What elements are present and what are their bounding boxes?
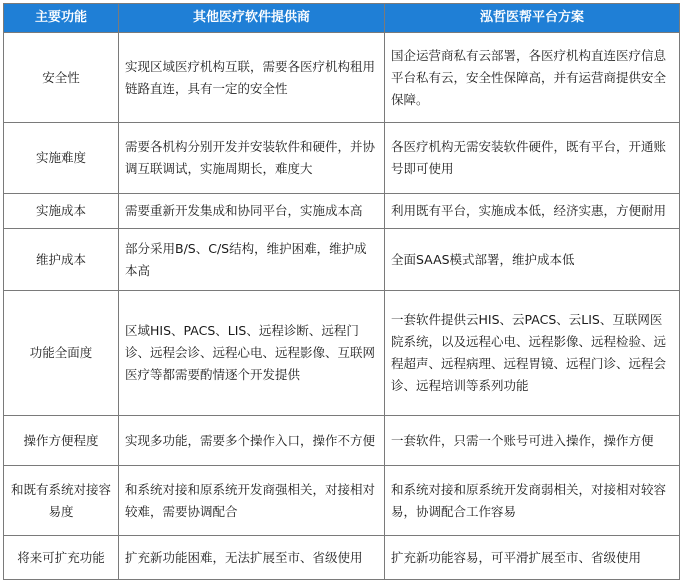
ours-cell: 利用既有平台，实施成本低，经济实惠，方便耐用 (385, 194, 680, 229)
other-cell: 需要重新开发集成和协同平台，实施成本高 (119, 194, 385, 229)
table-row (4, 466, 680, 536)
other-cell: 实现区域医疗机构互联，需要各医疗机构租用链路直连，具有一定的安全性 (119, 33, 385, 123)
comparison-table (3, 3, 680, 580)
ours-cell: 和系统对接和原系统开发商弱相关，对接相对较容易，协调配合工作容易 (385, 466, 680, 536)
feature-cell: 功能全面度 (4, 291, 119, 416)
table-row (4, 416, 680, 466)
other-cell: 扩充新功能困难，无法扩展至市、省级使用 (119, 536, 385, 580)
header-feature: 主要功能 (4, 4, 119, 33)
ours-cell: 国企运营商私有云部署，各医疗机构直连医疗信息平台私有云，安全性保障高，并有运营商提供安全保障。 (385, 33, 680, 123)
ours-cell: 扩充新功能容易，可平滑扩展至市、省级使用 (385, 536, 680, 580)
header-row (4, 4, 680, 33)
other-cell: 实现多功能，需要多个操作入口，操作不方便 (119, 416, 385, 466)
ours-cell: 各医疗机构无需安装软件硬件，既有平台，开通账号即可使用 (385, 123, 680, 194)
ours-cell: 一套软件，只需一个账号可进入操作，操作方便 (385, 416, 680, 466)
other-cell: 部分采用B/S、C/S结构，维护困难，维护成本高 (119, 229, 385, 291)
header-hongzhe-solution: 泓哲医帮平台方案 (385, 4, 680, 33)
ours-cell: 全面SAAS模式部署，维护成本低 (385, 229, 680, 291)
other-cell: 区域HIS、PACS、LIS、远程诊断、远程门诊、远程会诊、远程心电、远程影像、互联网医疗等都需要酌情逐个开发提供 (119, 291, 385, 416)
table-row (4, 123, 680, 194)
feature-cell: 操作方便程度 (4, 416, 119, 466)
ours-cell: 一套软件提供云HIS、云PACS、云LIS、互联网医院系统，以及远程心电、远程影像、远程检验、远程超声、远程病理、远程胃镜、远程门诊、远程会诊、远程培训等系列功能 (385, 291, 680, 416)
table-row (4, 229, 680, 291)
table-row (4, 194, 680, 229)
feature-cell: 安全性 (4, 33, 119, 123)
feature-cell: 维护成本 (4, 229, 119, 291)
header-other-providers: 其他医疗软件提供商 (119, 4, 385, 33)
feature-cell: 实施难度 (4, 123, 119, 194)
other-cell: 需要各机构分别开发并安装软件和硬件，并协调互联调试，实施周期长，难度大 (119, 123, 385, 194)
feature-cell: 实施成本 (4, 194, 119, 229)
feature-cell: 将来可扩充功能 (4, 536, 119, 580)
table-row (4, 33, 680, 123)
table-row (4, 291, 680, 416)
other-cell: 和系统对接和原系统开发商强相关，对接相对较难，需要协调配合 (119, 466, 385, 536)
table-row (4, 536, 680, 580)
feature-cell: 和既有系统对接容易度 (4, 466, 119, 536)
